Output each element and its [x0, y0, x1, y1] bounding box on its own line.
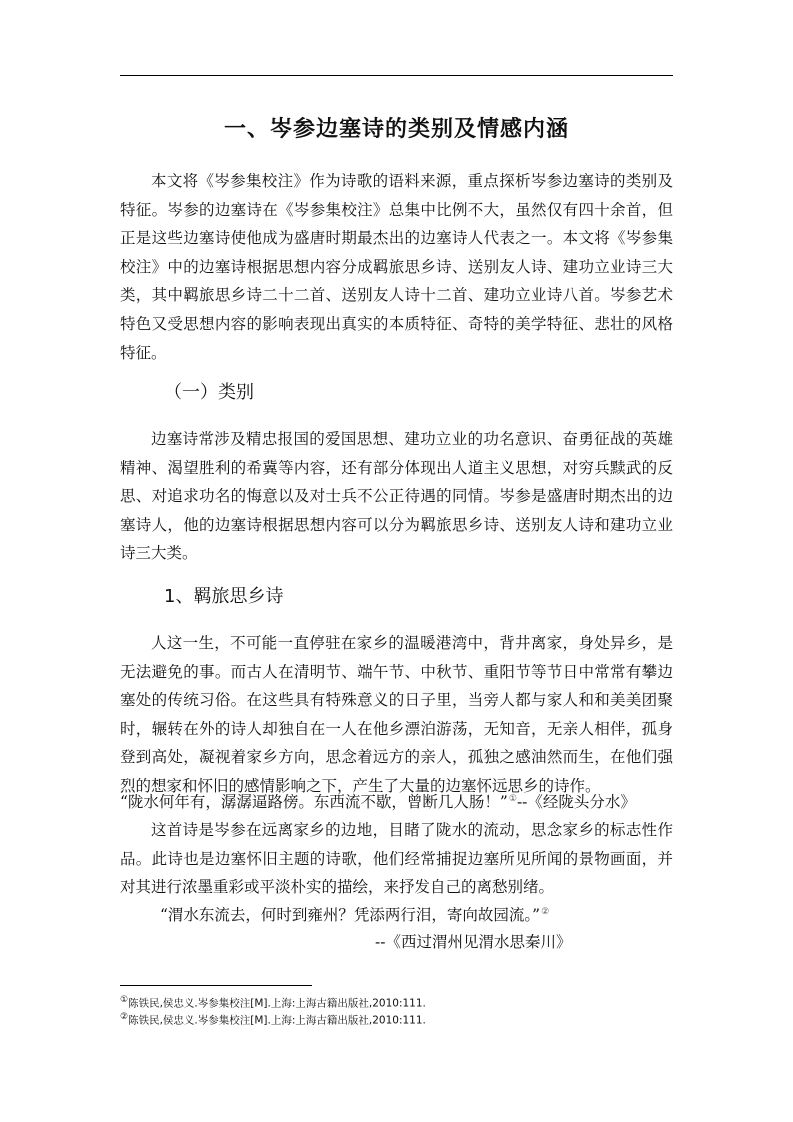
- footnote-1-mark: ①: [120, 995, 129, 1005]
- poem-quote-1: [120, 790, 636, 812]
- section-paragraph: 边塞诗常涉及精忠报国的爱国思想、建功立业的功名意识、奋勇征战的英雄精神、渴望胜利的希冀等内容，还有部分体现出人道主义思想，对穷兵黩武的反思、对追求功名的悔意以及对士兵不公正待遇的同情。岑参是盛唐时期杰出的边塞诗人，他的边塞诗根据思想内容可以分为羁旅思乡诗、送别友人诗和建功立业诗三大类。: [120, 430, 673, 563]
- poem-quote-2-source: --《西过渭州见渭水思秦川》: [375, 933, 572, 951]
- footnote-2: [120, 1012, 426, 1028]
- footnote-ref-1[interactable]: ①: [508, 793, 517, 804]
- subsection-paragraph-1: 人这一生，不可能一直停驻在家乡的温暖港湾中，背井离家，身处异乡，是无法避免的事。而古人在清明节、端午节、中秋节、重阳节等节日中常常有攀边塞处的传统习俗。在这些具有特殊意义的日子里，当旁人都与家人和和美美团聚时，辗转在外的诗人却独自在一人在他乡漂泊游荡，无知音，无亲人相伴，孤身登到高处，凝视着家乡方向，思念着远方的亲人，孤独之感油然而生，在他们强烈的想家和怀旧的感情影响之下，产生了大量的边塞怀远思乡的诗作。: [120, 634, 673, 795]
- poem-quote-2-text: “渭水东流去，何时到雍州？凭添两行泪，寄向故园流。”: [160, 906, 541, 924]
- header-rule: [120, 75, 673, 76]
- chapter-title: 一、岑参边塞诗的类别及情感内涵: [223, 117, 569, 142]
- poem-quote-2: [160, 903, 549, 925]
- footnote-2-text: 陈铁民,侯忠义.岑参集校注[M].上海:上海古籍出版社,2010:111.: [128, 1014, 426, 1027]
- section-heading-categories: （一）类别: [164, 382, 254, 403]
- poem-quote-1-text: “陇水何年有，潺潺逼路傍。东西流不歇，曾断几人肠！”: [120, 793, 508, 811]
- footnote-1-text: 陈铁民,侯忠义.岑参集校注[M].上海:上海古籍出版社,2010:111.: [128, 997, 426, 1010]
- footnote-rule: [120, 985, 312, 986]
- subsection-heading-homesick: 1、羁旅思乡诗: [164, 586, 284, 607]
- subsection-paragraph-2: 这首诗是岑参在远离家乡的边地，目睹了陇水的流动，思念家乡的标志性作品。此诗也是边塞怀旧主题的诗歌，他们经常捕捉边塞所见所闻的景物画面，并对其进行浓墨重彩或平淡朴实的描绘，来抒发自己的离愁别绪。: [120, 821, 673, 897]
- poem-quote-1-source: --《经陇头分水》: [516, 793, 636, 811]
- footnote-ref-2[interactable]: ②: [541, 906, 550, 917]
- footnote-1: [120, 995, 426, 1011]
- footnote-2-mark: ②: [120, 1012, 129, 1022]
- intro-paragraph: 本文将《岑参集校注》作为诗歌的语料来源，重点探析岑参边塞诗的类别及特征。岑参的边塞诗在《岑参集校注》总集中比例不大，虽然仅有四十余首，但正是这些边塞诗使他成为盛唐时期最杰出的边塞诗人代表之一。本文将《岑参集校注》中的边塞诗根据思想内容分成羁旅思乡诗、送别友人诗、建功立业诗三大类，其中羁旅思乡诗二十二首、送别友人诗十二首、建功立业诗八首。岑参艺术特色又受思想内容的影响表现出真实的本质特征、奇特的美学特征、悲壮的风格特征。: [120, 172, 673, 362]
